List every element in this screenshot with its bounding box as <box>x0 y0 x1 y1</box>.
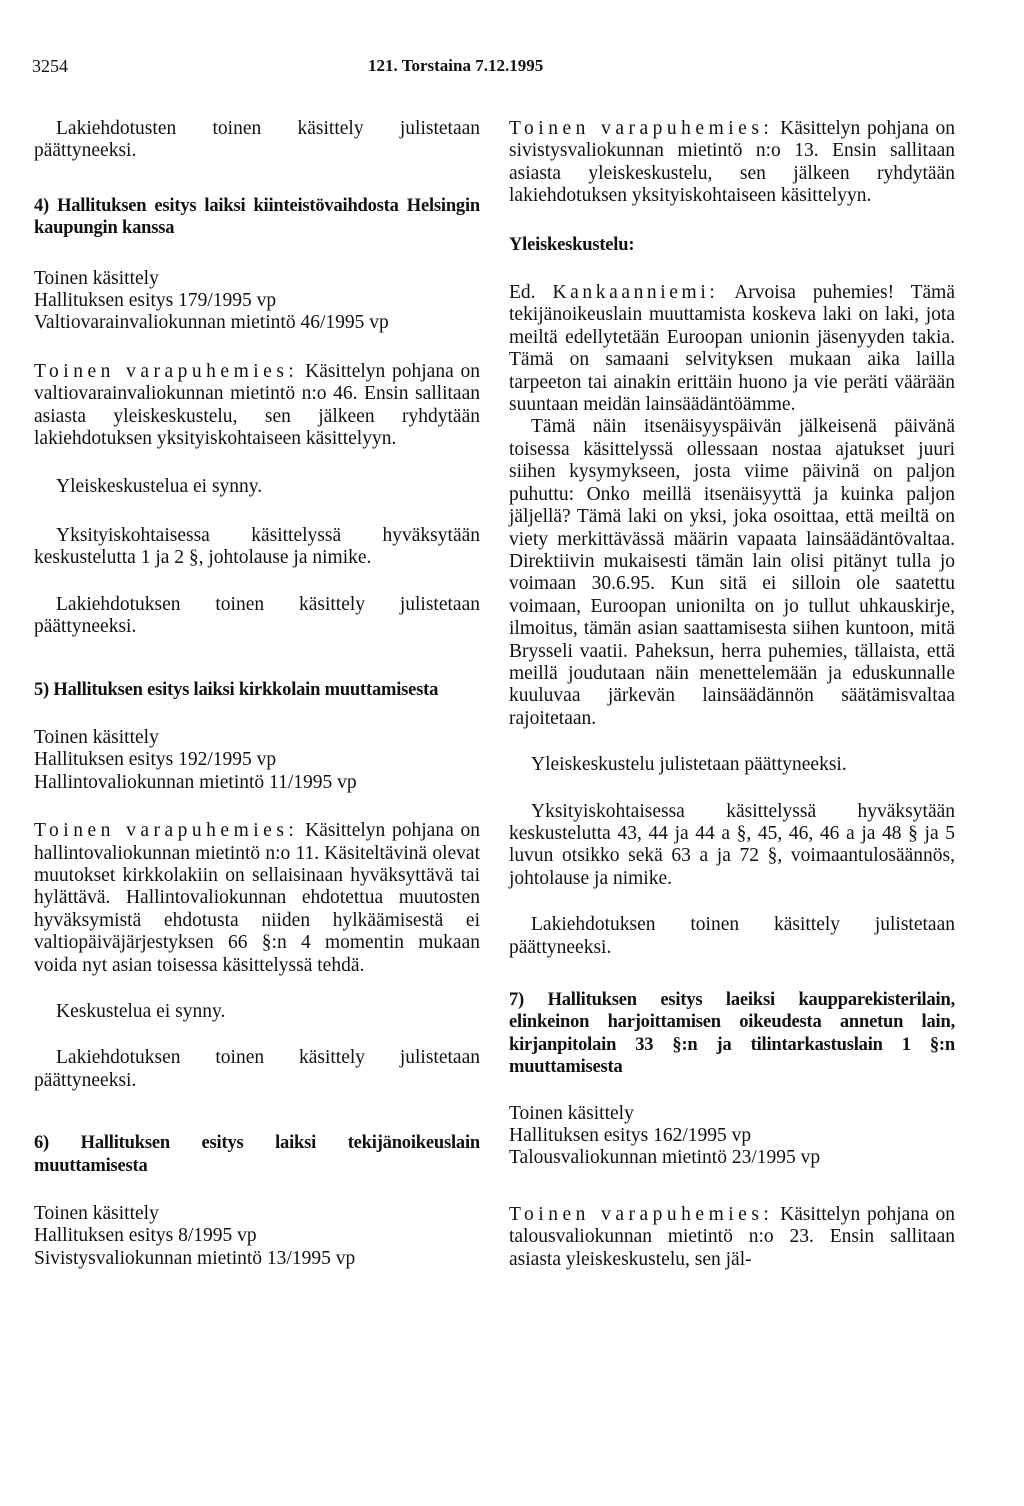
speaker-name: Kankaanniemi: <box>552 282 719 304</box>
speaker-name: Toinen varapuhemies: <box>34 820 299 842</box>
speaker-name: Toinen varapuhemies: <box>509 1203 774 1225</box>
section-heading-6: 6) Hallituksen esitys laiksi tekijänoikeuslain muuttamisesta <box>34 1133 480 1176</box>
speech-paragraph: Tämä näin itsenäisyyspäivän jälkeisenä päivänä toisessa käsittelyssä ollessaan nostaa ajatukset juuri siihen kysymykseen, josta viime päivinä on paljon puhuttu: Onko meillä itsenäisyyttä ja kuinka paljon jäljellä? Tämä laki on yksi, joka osoittaa, että meiltä on viety merkittävässä määrin vapaata lainsäädäntövaltaa. Direktiivin mukaisesti tämän lain olisi pitänyt tulla jo voimaan 30.6.95. Kun sitä ei silloin ole saatettu voimaan, Euroopan unionilta on jo tullut uhkauskirje, ilmoitus, tämän asian saattamisesta siihen kuntoon, mitä Brysseli vaatii. Paheksun, herra puhemies, tällaista, että meillä joudutaan näin menettelemään ja eduskunnalle kuuluvaa järkevän lainsäädännön säätämisvaltaa rajoitetaan. <box>509 416 955 729</box>
paragraph: Lakiehdotusten toinen käsittely julistetaan päättyneeksi. <box>34 118 480 162</box>
document-reference-block <box>34 268 480 335</box>
speech-text: Käsittelyn pohjana on valtiovarainvaliokunnan mietintö n:o 46. Ensin sallitaan asiasta yleiskeskustelu, sen jälkeen ryhdytään lakiehdotuksen yksityiskohtaiseen käsittelyyn. <box>34 360 481 450</box>
reference-line: Hallituksen esitys 8/1995 vp <box>34 1225 257 1247</box>
speech-text: Arvoisa puhemies! Tämä tekijänoikeuslain muuttamista koskeva laki on laki, jota meiltä edellytetään Euroopan unionin jäsenyyden takia. Tämä on samaani selvityksen mukaan aika lailla tarpeeton tai ainakin erittäin huono ja vie peräti väärään suuntaan meidän lainsäädäntöämme. <box>509 282 955 416</box>
speech-paragraph <box>34 820 480 977</box>
section-heading-4: 4) Hallituksen esitys laiksi kiinteistövaihdosta Helsingin kaupungin kanssa <box>34 195 480 239</box>
reference-line: Valtiovarainvaliokunnan mietintö 46/1995 vp <box>34 312 389 334</box>
reference-line: Toinen käsittely <box>34 1203 159 1224</box>
subheading: Yleiskeskustelu: <box>509 234 635 255</box>
reference-line: Hallituksen esitys 179/1995 vp <box>34 290 277 312</box>
speaker-name: Toinen varapuhemies: <box>34 360 299 382</box>
speech-text: Käsittelyn pohjana on talousvaliokunnan mietintö n:o 23. Ensin sallitaan asiasta yleiskeskustelu, sen jäl- <box>509 1203 956 1270</box>
paragraph: Lakiehdotuksen toinen käsittely julistetaan päättyneeksi. <box>509 914 955 958</box>
document-reference-block <box>34 727 480 794</box>
paragraph: Yksityiskohtaisessa käsittelyssä hyväksytään keskustelutta 43, 44 ja 44 a §, 45, 46, 46 a ja 48 § ja 5 luvun otsikko sekä 63 a ja 72 §, voimaantulosäännös, johtolause ja nimike. <box>509 800 955 889</box>
paragraph: Yksityiskohtaisessa käsittelyssä hyväksytään keskustelutta 1 ja 2 §, johtolause ja nimike. <box>34 524 480 569</box>
page-number: 3254 <box>32 56 68 76</box>
speaker-name: Toinen varapuhemies: <box>509 118 774 139</box>
speech-paragraph <box>509 1204 955 1271</box>
reference-line: Toinen käsittely <box>34 267 159 289</box>
speech-paragraph <box>509 118 955 208</box>
reference-line: Sivistysvaliokunnan mietintö 13/1995 vp <box>34 1247 356 1269</box>
section-heading-5: 5) Hallituksen esitys laiksi kirkkolain muuttamisesta <box>34 679 439 700</box>
speech-text: Käsittelyn pohjana on hallintovaliokunnan mietintö n:o 11. Käsiteltävinä olevat muutokset kirkkolakiin on sellaisinaan hyväksyttävä tai hylättävä. Hallintovaliokunnan ehdotettua muutosten hyväksymistä ehdotusta niiden hylkäämisestä ei valtiopäiväjärjestyksen 66 §:n 4 momentin mukaan voida nyt asian toisessa käsittelyssä tehdä. <box>34 820 481 976</box>
running-title: 121. Torstaina 7.12.1995 <box>368 56 544 75</box>
speech-paragraph <box>509 282 955 416</box>
reference-line: Talousvaliokunnan mietintö 23/1995 vp <box>509 1147 821 1169</box>
section-heading-7: 7) Hallituksen esitys laeiksi kaupparekisterilain, elinkeinon harjoittamisen oikeudesta annetun lain, kirjanpitolain 33 §:n ja tilintarkastuslain 1 §:n muuttamisesta <box>509 990 955 1078</box>
document-reference-block <box>34 1203 480 1270</box>
paragraph: Lakiehdotuksen toinen käsittely julistetaan päättyneeksi. <box>34 1047 480 1091</box>
reference-line: Toinen käsittely <box>509 1102 634 1124</box>
reference-line: Hallintovaliokunnan mietintö 11/1995 vp <box>34 771 357 793</box>
paragraph: Yleiskeskustelua ei synny. <box>56 476 263 498</box>
speaker-title: Ed. <box>509 282 536 304</box>
left-column <box>34 118 480 1292</box>
speech-text: Käsittelyn pohjana on sivistysvaliokunnan mietintö n:o 13. Ensin sallitaan asiasta yleiskeskustelu, sen jälkeen ryhdytään lakiehdotuksen yksityiskohtaiseen käsittelyyn. <box>509 118 956 207</box>
paragraph: Yleiskeskustelu julistetaan päättyneeksi. <box>531 754 847 776</box>
paragraph: Keskustelua ei synny. <box>56 1000 226 1022</box>
document-reference-block <box>509 1103 955 1170</box>
reference-line: Toinen käsittely <box>34 726 159 748</box>
speech-paragraph <box>34 361 480 451</box>
reference-line: Hallituksen esitys 162/1995 vp <box>509 1125 752 1147</box>
reference-line: Hallituksen esitys 192/1995 vp <box>34 749 277 771</box>
right-column <box>509 118 955 1293</box>
paragraph: Lakiehdotuksen toinen käsittely julistetaan päättyneeksi. <box>34 593 480 638</box>
